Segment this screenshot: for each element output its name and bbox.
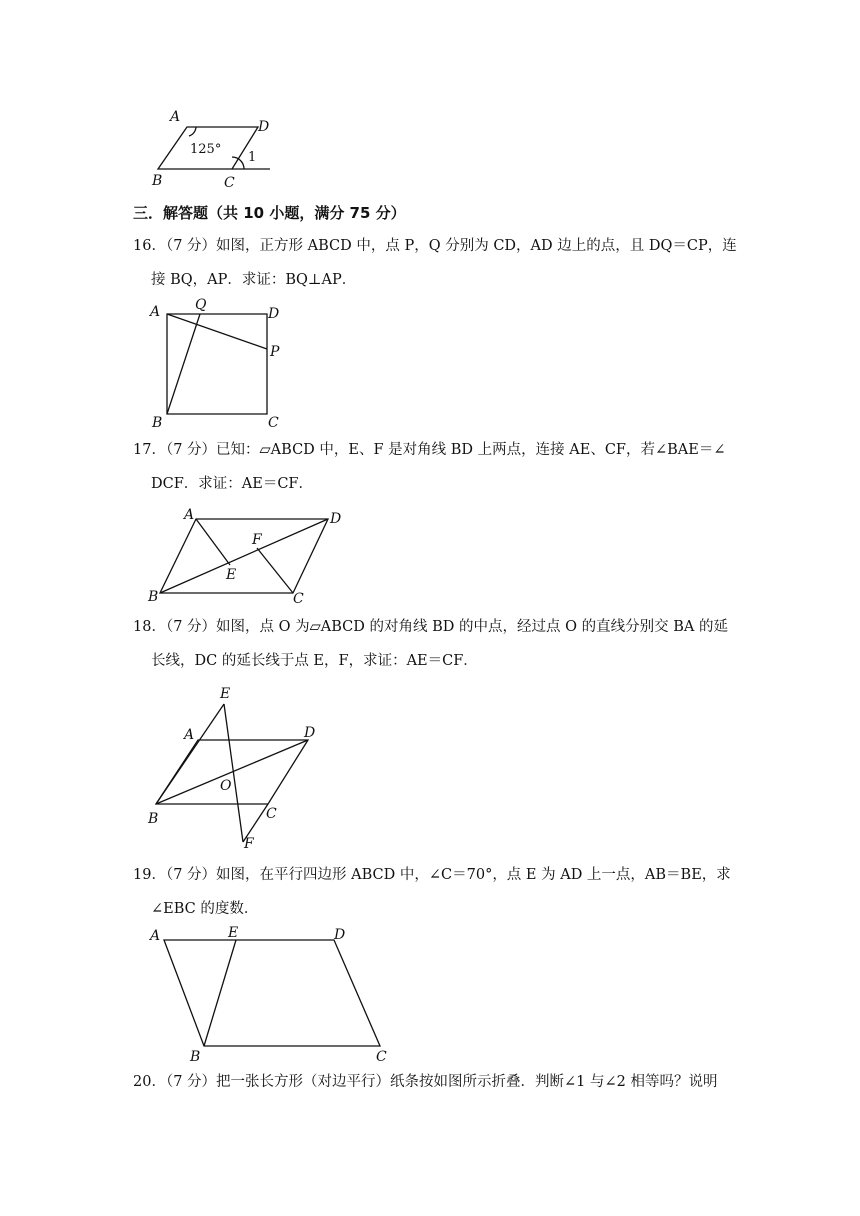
fig17-label-b: B: [148, 589, 159, 605]
fig18-label-b: B: [148, 811, 159, 827]
problem-20-line-1: 20．（7 分）把一张长方形（对边平行）纸条按如图所示折叠．判断∠1 与∠2 相等吗？说明: [133, 1074, 718, 1090]
fig19-label-a: A: [150, 928, 161, 944]
fig18-label-a: A: [184, 727, 195, 743]
fig17-label-e: E: [226, 567, 237, 583]
problem-18-line-1: 18．（7 分）如图，点 O 为▱ABCD 的对角线 BD 的中点，经过点 O 的直线分别交 BA 的延: [133, 619, 728, 635]
figure-19-parallelogram: [140, 922, 400, 1067]
figure-16-square: [140, 296, 300, 431]
fig17-label-f: F: [252, 532, 262, 548]
problem-16-line-2: 接 BQ，AP．求证：BQ⊥AP．: [151, 272, 357, 288]
fig15-label-a: A: [170, 109, 181, 125]
problem-19-line-1: 19．（7 分）如图，在平行四边形 ABCD 中，∠C＝70°，点 E 为 AD 上一点，AB＝BE，求: [133, 867, 731, 883]
fig17-label-d: D: [330, 511, 342, 527]
fig19-label-c: C: [376, 1049, 387, 1065]
fig19-label-e: E: [228, 925, 239, 941]
fig15-angle-label: 125°: [190, 142, 222, 157]
fig15-angle-1-label: 1: [248, 150, 257, 165]
fig18-label-d: D: [304, 725, 316, 741]
fig15-label-c: C: [224, 175, 235, 191]
figure-15-parallelogram: [140, 105, 280, 195]
fig16-label-a: A: [150, 304, 161, 320]
fig16-label-d: D: [268, 306, 280, 322]
fig18-label-c: C: [266, 806, 277, 822]
problem-17-line-1: 17．（7 分）已知：▱ABCD 中，E、F 是对角线 BD 上两点，连接 AE、CF，若∠BAE＝∠: [133, 442, 726, 458]
figure-18-parallelogram: [140, 682, 340, 852]
fig18-label-e: E: [220, 686, 231, 702]
fig15-label-b: B: [152, 173, 163, 189]
fig19-label-b: B: [190, 1049, 201, 1065]
fig15-label-d: D: [258, 119, 270, 135]
fig19-label-d: D: [334, 927, 346, 943]
fig18-label-f: F: [244, 836, 254, 852]
section-heading: 三．解答题（共 10 小题，满分 75 分）: [133, 204, 406, 222]
fig16-label-q: Q: [195, 297, 207, 313]
problem-16-line-1: 16．（7 分）如图，正方形 ABCD 中，点 P，Q 分别为 CD，AD 边上的点，且 DQ＝CP，连: [133, 238, 737, 254]
problem-17-line-2: DCF．求证：AE＝CF．: [151, 476, 313, 492]
fig18-label-o: O: [220, 778, 232, 794]
fig16-label-b: B: [152, 415, 163, 431]
problem-19-line-2: ∠EBC 的度数．: [151, 901, 259, 917]
fig16-label-c: C: [268, 415, 279, 431]
fig16-label-p: P: [270, 344, 280, 360]
figure-17-parallelogram: [140, 503, 360, 608]
problem-18-line-2: 长线，DC 的延长线于点 E，F，求证：AE＝CF．: [151, 653, 478, 669]
fig17-label-c: C: [293, 591, 304, 607]
fig17-label-a: A: [184, 507, 195, 523]
